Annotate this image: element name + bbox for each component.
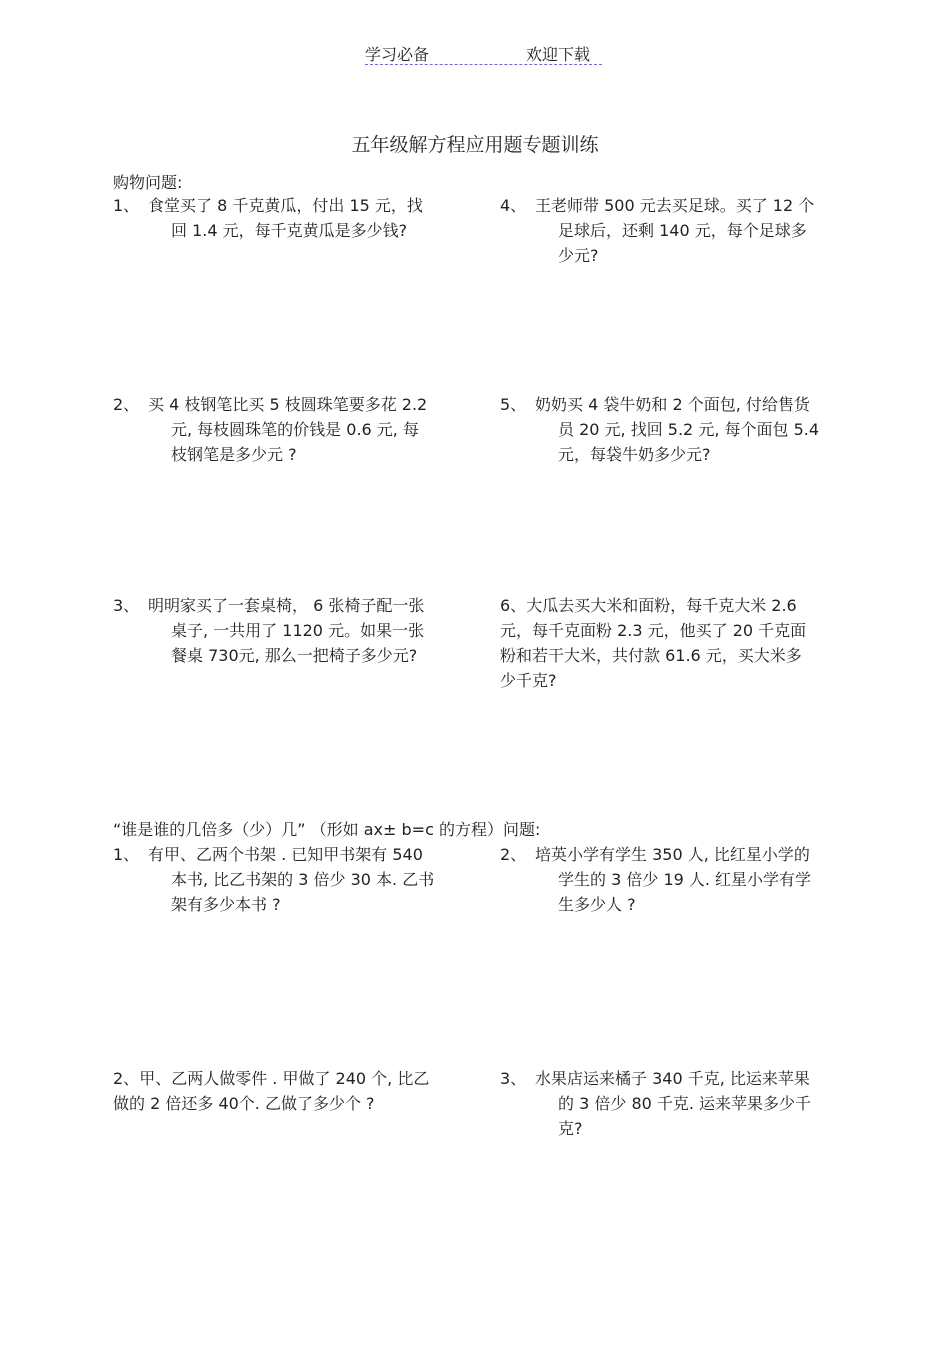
problem-line: 元，每袋牛奶多少元?	[558, 445, 711, 464]
problem-text	[500, 593, 860, 693]
problem-item	[113, 1066, 483, 1116]
problem-text	[535, 392, 819, 467]
problem-line-text: 甲、乙两人做零件 . 甲做了 240 个, 比乙	[139, 1069, 430, 1088]
problem-line: 元, 每枝圆珠笔的价钱是 0.6 元, 每	[171, 420, 419, 439]
problem-item	[500, 593, 860, 693]
problem-line: 回 1.4 元，每千克黄瓜是多少钱?	[171, 221, 408, 240]
problem-line: 少千克?	[500, 671, 557, 690]
problem-text	[148, 392, 427, 467]
problem-number: 2、	[113, 1069, 140, 1088]
section-heading-shopping: 购物问题:	[113, 173, 183, 192]
problem-line: 克?	[558, 1119, 583, 1138]
problem-line-text: 大瓜去买大米和面粉，每千克大米 2.6	[526, 596, 797, 615]
header-right-text: 欢迎下载	[526, 45, 591, 64]
problem-line: 培英小学有学生 350 人, 比红星小学的	[535, 845, 810, 864]
problem-line: 水果店运来橘子 340 千克, 比运来苹果	[535, 1069, 810, 1088]
problem-line: 王老师带 500 元去买足球。买了 12 个	[535, 196, 815, 215]
problem-line: 食堂买了 8 千克黄瓜，付出 15 元，找	[148, 196, 423, 215]
problem-line: 本书, 比乙书架的 3 倍少 30 本. 乙书	[171, 870, 435, 889]
problem-number: 4、	[500, 196, 527, 215]
problem-line: 做的 2 倍还多 40个. 乙做了多少个 ?	[113, 1094, 375, 1113]
problem-line: 学生的 3 倍少 19 人. 红星小学有学	[558, 870, 812, 889]
page-title: 五年级解方程应用题专题训练	[351, 134, 599, 156]
problem-number: 3、	[500, 1069, 527, 1088]
problem-line: 元，每千克面粉 2.3 元，他买了 20 千克面	[500, 621, 807, 640]
problem-line: 员 20 元, 找回 5.2 元, 每个面包 5.4	[558, 420, 820, 439]
problem-text	[113, 1066, 483, 1116]
header-divider	[365, 64, 602, 65]
problem-text	[148, 842, 434, 917]
problem-line	[113, 1066, 483, 1091]
problem-line: 枝钢笔是多少元 ?	[171, 445, 297, 464]
problem-line: 餐桌 730元, 那么一把椅子多少元?	[171, 646, 418, 665]
problem-line: 桌子, 一共用了 1120 元。如果一张	[171, 621, 425, 640]
problem-line: 明明家买了一套桌椅， 6 张椅子配一张	[148, 596, 425, 615]
problem-number: 6、	[500, 596, 527, 615]
problem-number: 1、	[113, 196, 140, 215]
problem-text	[535, 842, 811, 917]
problem-line: 架有多少本书 ?	[171, 895, 281, 914]
problem-line: 足球后，还剩 140 元，每个足球多	[558, 221, 807, 240]
problem-line: 买 4 枝钢笔比买 5 枝圆珠笔要多花 2.2	[148, 395, 428, 414]
problem-number: 2、	[113, 395, 140, 414]
problem-line: 生多少人 ?	[558, 895, 636, 914]
problem-line: 的 3 倍少 80 千克. 运来苹果多少千	[558, 1094, 812, 1113]
problem-line	[500, 593, 860, 618]
problem-number: 3、	[113, 596, 140, 615]
section-heading-multiples: “谁是谁的几倍多（少）几” （形如 ax± b=c 的方程）问题:	[113, 820, 541, 839]
problem-text	[535, 193, 814, 268]
header-left-text: 学习必备	[365, 45, 430, 64]
problem-number: 1、	[113, 845, 140, 864]
problem-line: 粉和若干大米，共付款 61.6 元，买大米多	[500, 646, 802, 665]
problem-line: 有甲、乙两个书架 . 已知甲书架有 540	[148, 845, 423, 864]
problem-text	[535, 1066, 811, 1141]
problem-number: 2、	[500, 845, 527, 864]
problem-number: 5、	[500, 395, 527, 414]
problem-line: 少元?	[558, 246, 599, 265]
problem-text	[148, 193, 423, 243]
problem-text	[148, 593, 424, 668]
problem-line: 奶奶买 4 袋牛奶和 2 个面包, 付给售货	[535, 395, 810, 414]
